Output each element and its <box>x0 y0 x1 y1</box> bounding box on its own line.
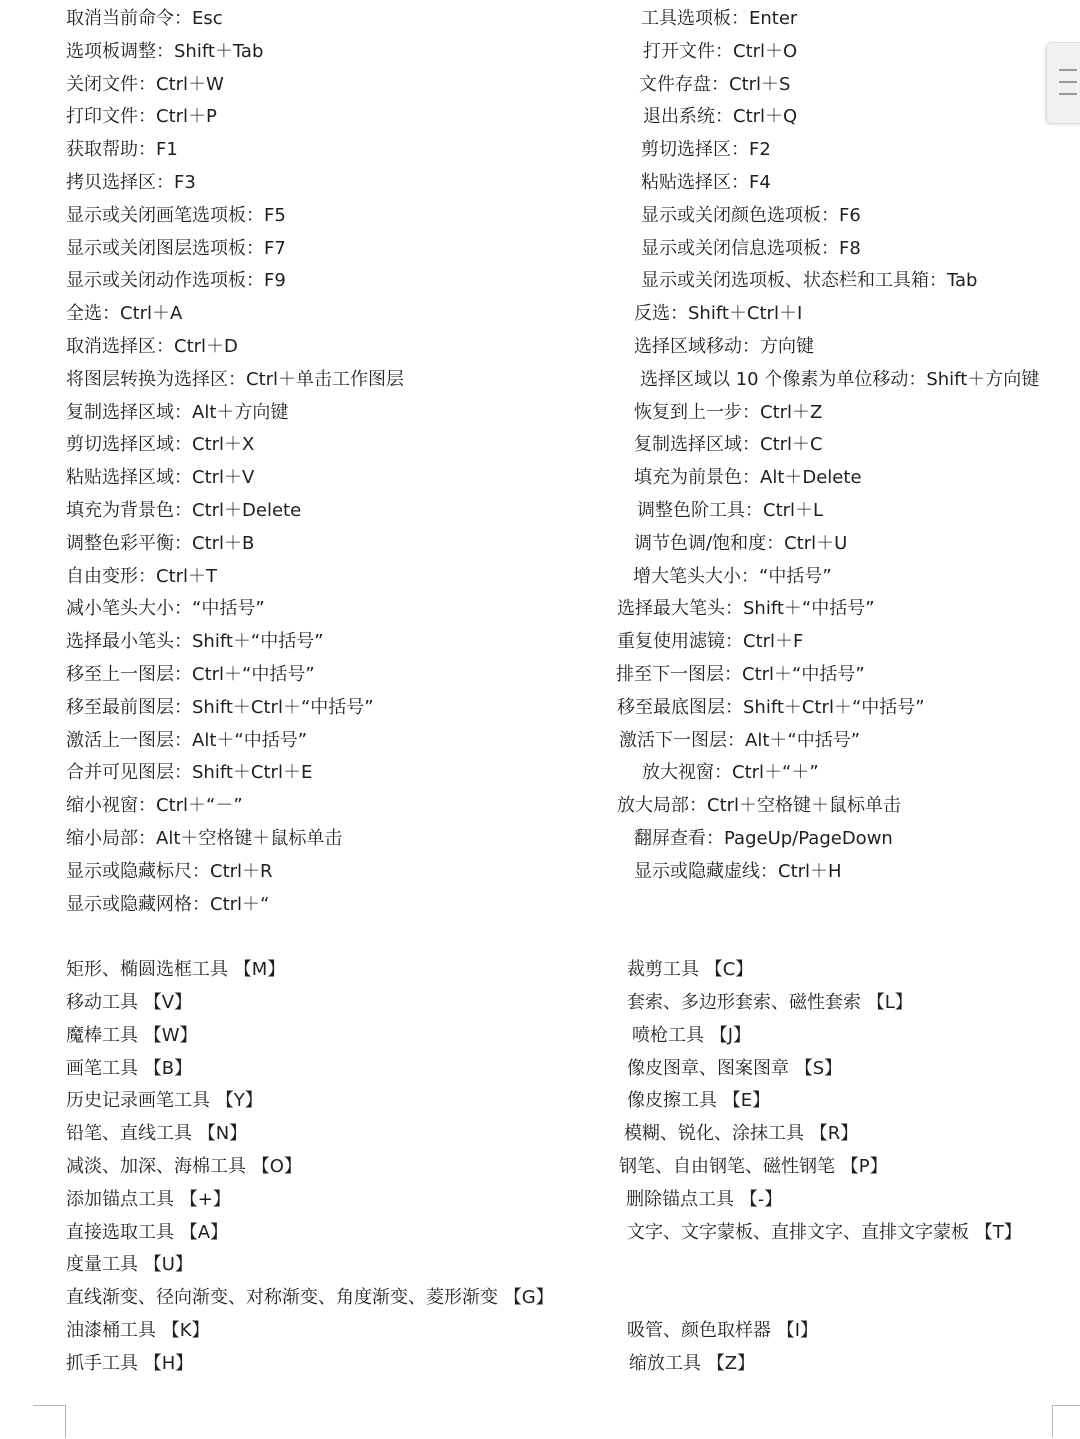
shortcut-line: 显示或关闭画笔选项板：F5 <box>66 204 286 226</box>
shortcut-line: 移至最前图层：Shift＋Ctrl＋“中括号” <box>66 696 374 718</box>
shortcut-line: 减小笔头大小：“中括号” <box>66 598 265 620</box>
shortcut-line: 显示或隐藏标尺：Ctrl＋R <box>66 860 273 882</box>
shortcut-line: 移至最底图层：Shift＋Ctrl＋“中括号” <box>617 696 925 718</box>
shortcut-line: 显示或关闭选项板、状态栏和工具箱：Tab <box>641 270 978 292</box>
shortcut-line: 调节色调/饱和度：Ctrl＋U <box>634 532 848 554</box>
shortcut-line: 喷枪工具 【J】 <box>632 1024 752 1046</box>
shortcut-line: 直接选取工具 【A】 <box>66 1221 229 1243</box>
shortcut-line: 显示或关闭动作选项板：F9 <box>66 270 286 292</box>
shortcut-line: 模糊、锐化、涂抹工具 【R】 <box>624 1123 859 1145</box>
shortcut-line: 移动工具 【V】 <box>66 992 193 1013</box>
shortcut-line: 铅笔、直线工具 【N】 <box>66 1123 248 1145</box>
shortcut-line: 减淡、加深、海棉工具 【O】 <box>66 1156 302 1177</box>
shortcut-line: 退出系统：Ctrl＋Q <box>643 106 798 128</box>
page-corner-mark <box>33 1405 66 1438</box>
shortcut-line: 显示或隐藏虚线：Ctrl＋H <box>634 860 842 882</box>
shortcut-line: 缩小局部：Alt＋空格键＋鼠标单击 <box>66 828 343 849</box>
shortcut-line: 激活上一图层：Alt＋“中括号” <box>66 729 308 751</box>
shortcut-line: 恢复到上一步：Ctrl＋Z <box>634 401 823 423</box>
shortcut-line: 放大视窗：Ctrl＋“＋” <box>642 762 819 784</box>
shortcut-line: 选择区域以 10 个像素为单位移动：Shift＋方向键 <box>640 368 1040 390</box>
shortcut-line: 激活下一图层：Alt＋“中括号” <box>619 729 861 751</box>
shortcut-line: 调整色彩平衡：Ctrl＋B <box>66 532 255 554</box>
shortcut-line: 剪切选择区：F2 <box>641 139 771 161</box>
shortcut-line: 删除锚点工具 【-】 <box>626 1188 783 1210</box>
shortcut-line: 抓手工具 【H】 <box>66 1352 194 1374</box>
shortcut-line: 像皮图章、图案图章 【S】 <box>627 1057 843 1079</box>
shortcut-line: 缩小视窗：Ctrl＋“－” <box>66 795 243 817</box>
shortcut-line: 移至上一图层：Ctrl＋“中括号” <box>66 664 315 685</box>
shortcut-line: 重复使用滤镜：Ctrl＋F <box>617 631 804 653</box>
shortcut-line: 复制选择区域：Ctrl＋C <box>634 434 823 456</box>
shortcut-line: 增大笔头大小：“中括号” <box>633 565 832 587</box>
shortcut-line: 套索、多边形套索、磁性套索 【L】 <box>627 992 913 1013</box>
page-corner-mark <box>1052 1405 1080 1438</box>
shortcut-line: 剪切选择区域：Ctrl＋X <box>66 434 255 456</box>
shortcut-line: 画笔工具 【B】 <box>66 1057 193 1079</box>
shortcut-line: 翻屏查看：PageUp/PageDown <box>634 828 893 849</box>
shortcut-line: 选项板调整：Shift＋Tab <box>66 40 264 62</box>
shortcut-line: 油漆桶工具 【K】 <box>66 1320 210 1341</box>
shortcut-line: 钢笔、自由钢笔、磁性钢笔 【P】 <box>619 1156 888 1177</box>
shortcut-line: 合并可见图层：Shift＋Ctrl＋E <box>66 762 313 784</box>
shortcut-line: 取消选择区：Ctrl＋D <box>66 336 238 357</box>
shortcut-line: 显示或隐藏网格：Ctrl＋“ <box>66 893 270 915</box>
shortcut-line: 反选：Shift＋Ctrl＋I <box>634 303 803 325</box>
shortcut-line: 调整色阶工具：Ctrl＋L <box>637 500 824 521</box>
shortcut-line: 显示或关闭颜色选项板：F6 <box>641 204 861 226</box>
shortcut-line: 排至下一图层：Ctrl＋“中括号” <box>616 664 865 685</box>
shortcut-line: 打印文件：Ctrl＋P <box>66 106 217 128</box>
shortcut-line: 获取帮助：F1 <box>66 139 178 161</box>
shortcut-line: 粘贴选择区域：Ctrl＋V <box>66 467 255 489</box>
shortcut-line: 自由变形：Ctrl＋T <box>66 565 218 587</box>
shortcut-line: 像皮擦工具 【E】 <box>627 1090 771 1112</box>
shortcut-line: 选择最大笔头：Shift＋“中括号” <box>617 598 875 620</box>
shortcut-line: 取消当前命令：Esc <box>66 8 223 29</box>
shortcut-line: 文字、文字蒙板、直排文字、直排文字蒙板 【T】 <box>627 1221 1022 1243</box>
shortcut-line: 拷贝选择区：F3 <box>66 172 196 193</box>
shortcut-line: 度量工具 【U】 <box>66 1254 193 1276</box>
shortcut-line: 粘贴选择区：F4 <box>641 172 771 193</box>
shortcut-line: 添加锚点工具 【+】 <box>66 1188 231 1210</box>
shortcut-line: 显示或关闭信息选项板：F8 <box>641 237 861 259</box>
shortcut-line: 复制选择区域：Alt＋方向键 <box>66 401 289 423</box>
shortcut-line: 放大局部：Ctrl＋空格键＋鼠标单击 <box>617 795 902 817</box>
shortcut-line: 裁剪工具 【C】 <box>627 959 754 981</box>
shortcut-line: 选择最小笔头：Shift＋“中括号” <box>66 631 324 653</box>
shortcut-line: 填充为背景色：Ctrl＋Delete <box>66 500 302 521</box>
shortcut-line: 将图层转换为选择区：Ctrl＋单击工作图层 <box>66 368 405 390</box>
shortcut-line: 填充为前景色：Alt＋Delete <box>634 467 862 489</box>
shortcut-line: 缩放工具 【Z】 <box>629 1352 756 1374</box>
shortcut-line: 直线渐变、径向渐变、对称渐变、角度渐变、菱形渐变 【G】 <box>66 1287 554 1309</box>
shortcut-line: 工具选项板：Enter <box>641 8 798 29</box>
shortcut-line: 打开文件：Ctrl＋O <box>643 40 798 62</box>
shortcut-line: 显示或关闭图层选项板：F7 <box>66 237 286 259</box>
shortcut-line: 矩形、椭圆选框工具 【M】 <box>66 959 286 981</box>
shortcut-line: 选择区域移动：方向键 <box>634 336 814 357</box>
shortcut-line: 历史记录画笔工具 【Y】 <box>66 1090 263 1112</box>
shortcut-line: 关闭文件：Ctrl＋W <box>66 73 224 95</box>
menu-icon[interactable] <box>1046 42 1080 124</box>
shortcut-line: 魔棒工具 【W】 <box>66 1024 198 1046</box>
shortcut-line: 吸管、颜色取样器 【I】 <box>627 1320 819 1341</box>
shortcut-line: 全选：Ctrl＋A <box>66 303 183 325</box>
shortcut-line: 文件存盘：Ctrl＋S <box>639 73 791 95</box>
